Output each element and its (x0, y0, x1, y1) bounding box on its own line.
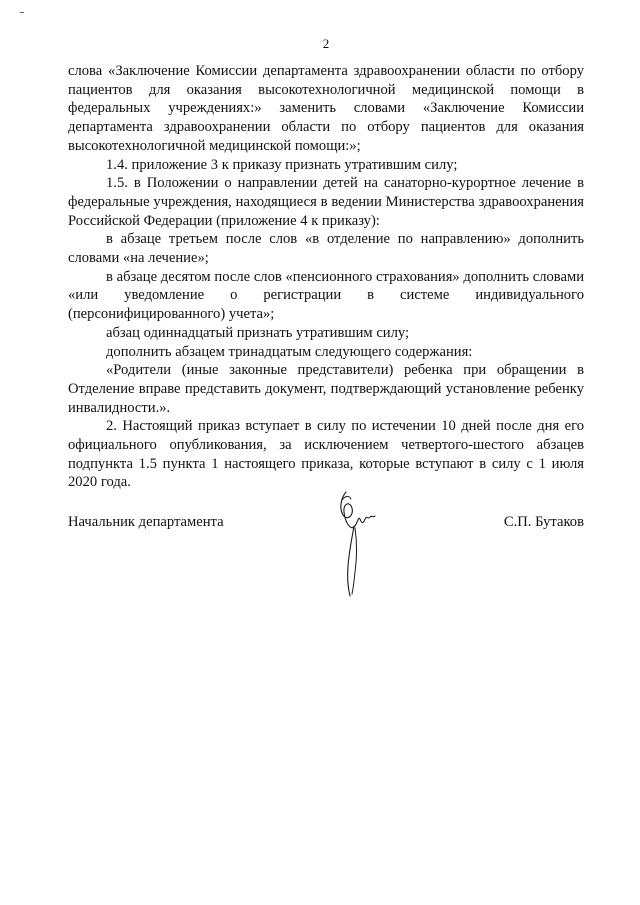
paragraph: в абзаце десятом после слов «пенсионного страхования» дополнить словами «или уведомление о регистрации в системе индивидуального (персонифицированного) учета»; (68, 268, 584, 323)
paragraph: 1.5. в Положении о направлении детей на санаторно-курортное лечение в федеральные учреждения, находящиеся в ведении Министерства здравоохранения Российской Федерации (приложение 4 к приказу): (68, 175, 584, 229)
paragraph: «Родители (иные законные представители) ребенка при обращении в Отделение вправе представить документ, подтверждающий установление ребенку инвалидности.». (68, 362, 584, 416)
paragraph: дополнить абзацем тринадцатым следующего содержания: (106, 343, 473, 360)
document-body (68, 62, 584, 492)
signer-name: С.П. Бутаков (503, 514, 584, 530)
paragraph: 1.4. приложение 3 к приказу признать утратившим силу; (106, 156, 458, 173)
paragraph: слова «Заключение Комиссии департамента здравоохранении области по отбору пациентов для оказания высокотехнологичной медицинской помощи в федеральных учреждениях:» заменить словами «Заключение Комиссии департамента здравоохранении области по отбору пациентов для оказания высокотехнологичной медицинской помощи:»; (68, 63, 584, 154)
page-number: 2 (322, 36, 330, 51)
scan-artifact (20, 12, 24, 13)
handwritten-signature (330, 488, 380, 600)
paragraph: абзац одиннадцатый признать утратившим силу; (106, 324, 410, 341)
signature-block (68, 514, 584, 536)
signer-title: Начальник департамента (68, 514, 224, 530)
paragraph: в абзаце третьем после слов «в отделение по направлению» дополнить словами «на лечение»; (68, 231, 584, 267)
paragraph: 2. Настоящий приказ вступает в силу по истечении 10 дней после дня его официального опубликования, за исключением четвертого-шестого абзацев подпункта 1.5 пункта 1 настоящего приказа, которые вступают в силу с 1 июля 2020 года. (68, 418, 584, 491)
